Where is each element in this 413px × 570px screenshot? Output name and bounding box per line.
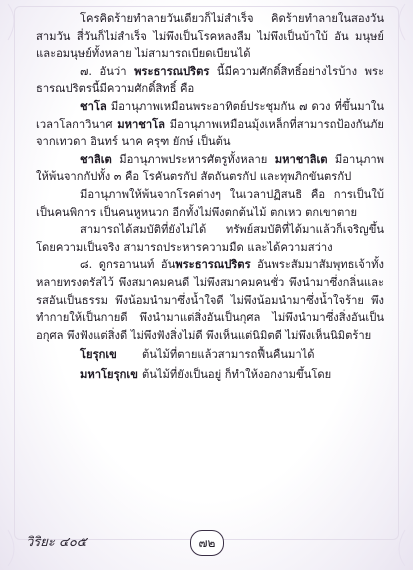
- term-chalite: ชาลิเต: [80, 151, 112, 166]
- definition-desc: ต้นไม้ที่ตายแล้วสามารถฟื้นคืนมาได้: [142, 348, 315, 362]
- body-text: [36, 10, 384, 383]
- paragraph-3: ชาโล มีอานุภาพเหมือนพระอาทิตย์ประชุมกัน ๗ ดวง ที่ขึ้นมาในเวลาโลกาวินาศ มหาชาโล มีอานุภาพเหมือนมุ้งเหล็กที่สามารถป้องกันภัยจากเทวดา อินทร์ นาค ครุฑ ยักษ์ เป็นต้น: [36, 98, 384, 149]
- definition-term: โยรุกเข: [80, 347, 117, 362]
- definition-desc: ต้นไม้ที่ยังเป็นอยู่ ก็ทำให้งอกงามขึ้นโดย: [142, 367, 332, 381]
- paragraph-2: ๗. อันว่า พระธารณปริตร นี้มีความศักดิ์สิทธิ์อย่างไรบ้าง พระธารณปริตรนี้มีความศักดิ์สิทธิ์ คือ: [36, 63, 385, 96]
- paragraph-4: ชาลิเต มีอานุภาพประหารศัตรูทั้งหลาย มหาชาลิเต มีอานุภาพให้พ้นจากกัปทั้ง ๓ คือ โรคันตรกัป สัตถันตรกัป และทุพภิกขันตรกัป: [36, 151, 384, 184]
- term-dharana-paritta-2: พระธารณปริตร: [175, 257, 251, 272]
- paragraph-5: มีอานุภาพให้พ้นจากโรคต่างๆ ในเวลาปฏิสนธิ คือ การเป็นใบ้ เป็นคนพิการ เป็นคนหูหนวก อีกทั้งไม่พึงตกต้นไม้ ตกเหว ตกเขาตาย: [36, 187, 384, 219]
- term-chalo: ชาโล: [80, 98, 107, 113]
- paragraph-1: โครคิดร้ายทำลายวันเดียวก็ไม่สำเร็จ คิดร้ายทำลายในสองวัน สามวัน สี่วันก็ไม่สำเร็จ ไม่พึงเป็นโรคหลงลืม ไม่พึงเป็นบ้าใบ้ อัน มนุษย์และอมนุษย์ทั้งหลาย ไม่สามารถเบียดเบียนได้: [36, 12, 384, 61]
- definition-row: [36, 366, 384, 384]
- definition-term: มหาโยรุกเข: [80, 366, 138, 381]
- term-dharana-paritta: พระธารณปริตร: [134, 63, 210, 78]
- paragraph-6: สามารถได้สมบัติที่ยังไม่ได้ ทรัพย์สมบัติที่ได้มาแล้วก็เจริญขึ้น โดยความเป็นจริง สามารถประหารความมืด และได้ความสว่าง: [36, 223, 384, 254]
- page-number-badge: [190, 530, 224, 556]
- definition-row: [36, 346, 384, 364]
- term-maha-chalite: มหาชาลิเต: [274, 151, 328, 166]
- page-number: ๗๒: [198, 535, 216, 550]
- paragraph-7: ๘. ดูกรอานนท์ อันพระธารณปริตร อันพระสัมมาสัมพุทธเจ้าทั้งหลายทรงตรัสไว้ พึงสมาคมคนดี ไม่พึงสมาคมคนชั่ว พึงนำมาซึ่งกลิ่นและรสอันเป็นธรรม พึงน้อมนำมาซึ่งน้ำใจดี ไม่พึงน้อมนำมาซึ่งน้ำใจร้าย พึงทำกายให้เป็นกายดี พึงนำมาแต่สิ่งอันเป็นกุศล ไม่พึงนำมาซึ่งสิ่งอันเป็นอกุศล พึงฟังแต่สิ่งดี ไม่พึงฟังสิ่งไม่ดี พึงเห็นแต่นิมิตดี ไม่พึงเห็นนิมิตร้าย: [36, 257, 384, 342]
- term-maha-chalo: มหาชาโล: [117, 116, 166, 131]
- footer-book-label: วิริยะ ๔๐๕: [26, 535, 87, 550]
